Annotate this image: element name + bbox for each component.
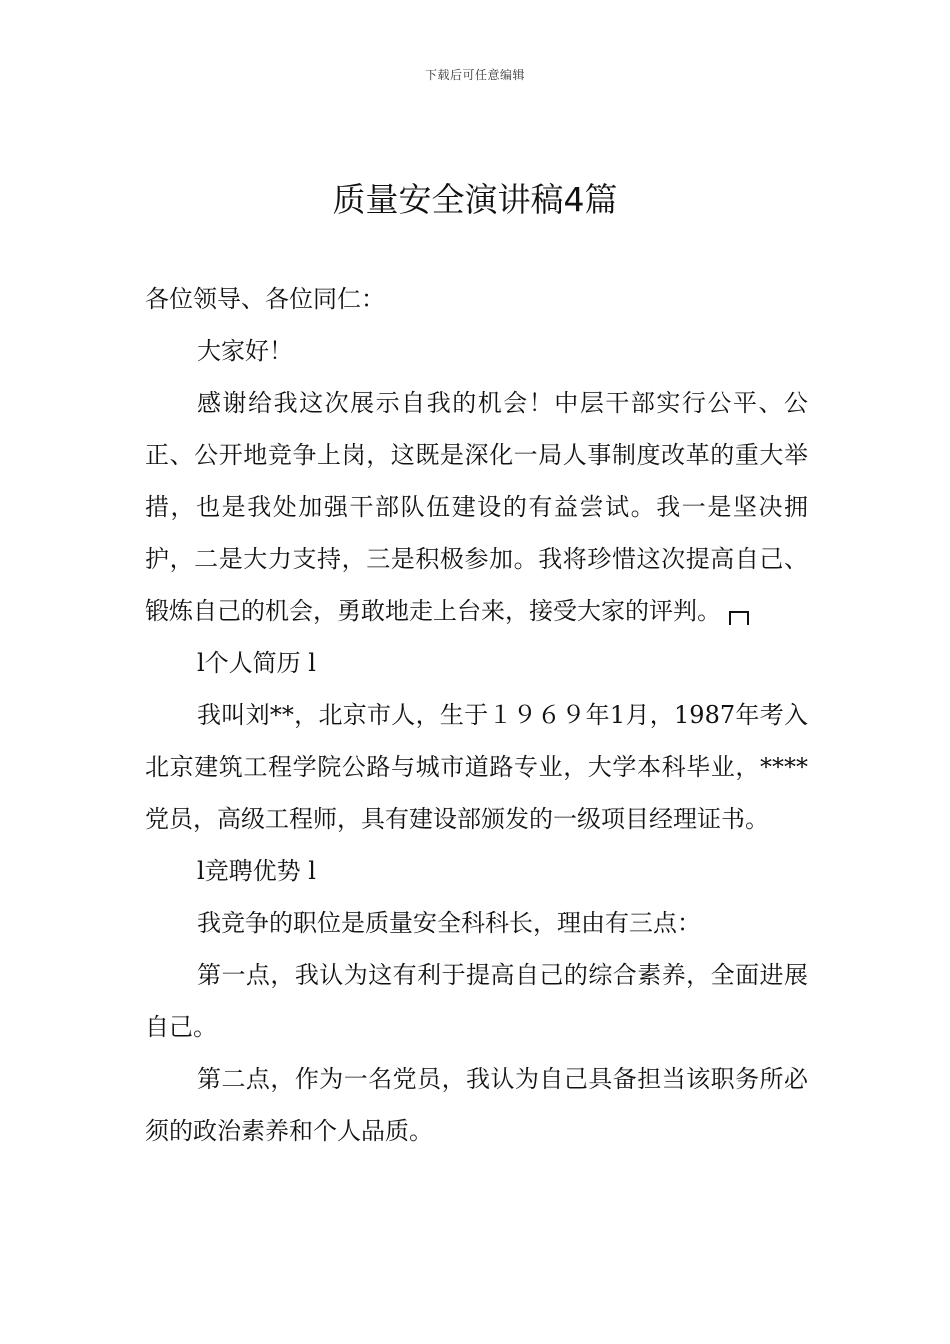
paragraph-intro <box>145 377 808 637</box>
salutation: 各位领导、各位同仁： <box>145 285 385 313</box>
header-note: 下载后可任意编辑 <box>424 68 525 82</box>
document-body <box>145 273 808 1157</box>
paragraph-intro-text: 感谢给我这次展示自我的机会！中层干部实行公平、公正、公开地竞争上岗，这既是深化一局人事制度改革的重大举措，也是我处加强干部队伍建设的有益尝试。我一是坚决拥护，二是大力支持，三是积极参加。我将珍惜这次提高自己、锻炼自己的机会，勇敢地走上台来，接受大家的评判。 <box>145 389 808 625</box>
paragraph-point-two: 第二点，作为一名党员，我认为自己具备担当该职务所必须的政治素养和个人品质。 <box>145 1065 808 1145</box>
paragraph-point-one: 第一点，我认为这有利于提高自己的综合素养，全面进展自己。 <box>145 961 808 1041</box>
paragraph-resume: 我叫刘**，北京市人，生于１９６９年1月，1987年考入北京建筑工程学院公路与城市道路专业，大学本科毕业，****党员，高级工程师，具有建设部颁发的一级项目经理证书。 <box>145 701 808 833</box>
section-heading-resume: l个人简历 l <box>197 649 316 677</box>
document-title: 质量安全演讲稿4篇 <box>332 180 618 219</box>
bracket-mark-icon <box>729 611 749 625</box>
section-heading-advantages: l竞聘优势 l <box>197 857 316 885</box>
greeting: 大家好！ <box>197 337 293 365</box>
paragraph-reasons-intro: 我竞争的职位是质量安全科科长，理由有三点： <box>197 909 701 937</box>
